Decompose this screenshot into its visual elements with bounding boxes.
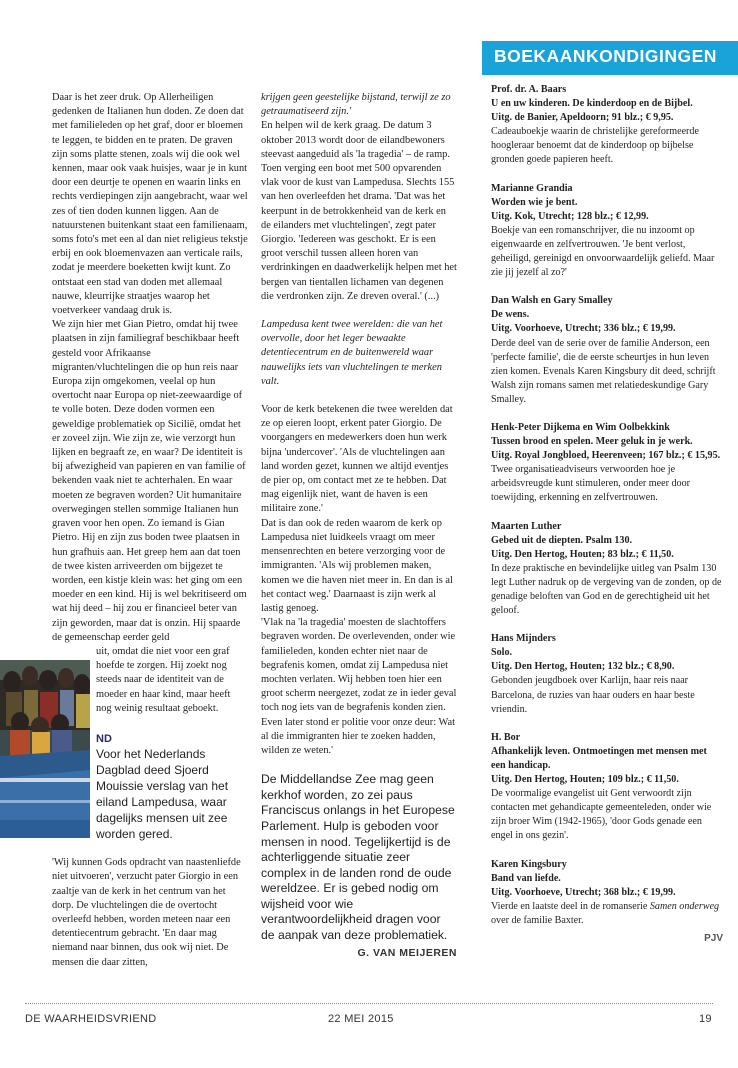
- article-column-1: [52, 91, 248, 970]
- book-author: H. Bor: [491, 731, 521, 743]
- article-paragraph: En helpen wil de kerk graag. De datum 3 oktober 2013 wordt door de eilandbewoners steevast aangeduid als 'la tragedia' – de ramp. Toen verging een boot met 500 opvarenden vlak voor de kust van Lampedusa. Slechts 155 van hen overleefden het drama. 'Dat was het keerpunt in de betrokkenheid van de kerk en de eilanders met vluchtelingen', zegt pater Giorgio. 'Iedereen was geschokt. Er is een groot verschil tussen alleen horen van verdrinkingen en daadwerkelijk helpen met het bergen van tientallen lichamen van degenen die verdronken zijn. Ze dreven overal.' (...): [261, 120, 457, 302]
- article-paragraph: 'Vlak na 'la tragedia' moesten de slachtoffers begraven worden. De overlevenden, onder wie familieleden, konden echter niet naar de begrafenis komen, omdat zij Lampedusa niet mochten verlaten. Wij hebben toen hier een groot scherm neergezet, zodat ze in ieder geval toch nog iets van de begrafenis konden zien. Even later stond er politie voor onze deur: Wat al die immigranten hier te zoeken hadden, wilden ze weten.': [261, 617, 457, 756]
- article-paragraph: Lampedusa kent twee werelden: die van het overvolle, door het leger bewaakte detentiecentrum en de buitenwereld waar nauwelijks iets van vluchtelingen te merken valt.: [261, 319, 443, 387]
- book-title: Worden wie je bent.: [491, 196, 578, 208]
- footer-page-number: 19: [699, 1013, 712, 1025]
- book-description: Twee organisatieadviseurs verwoorden hoe je arbeidsvreugde kunt stimuleren, onder meer door toewijding, erkenning en zelfvertrouwen.: [491, 464, 691, 504]
- article-paragraph: Daar is het zeer druk. Op Allerheiligen gedenken de Italianen hun doden. Ze doen dat met familieleden op het graf, door er bloemen te leggen, te bidden en te praten. De graven zijn soms platte stenen, zoals wij die ook wel kennen, maar ook vaak huisjes, waar je in kunt door een deurtje te openen en waarin links en rechts verdiepingen zijn aangebracht, waar wel zes of tien doden kunnen liggen. Aan de natuurstenen buitenkant staat een familienaam, soms foto's met een al dan niet religieus tekstje erbij en ook bloemenvazen aan verticale rails, zodat je meerdere boeketten kwijt kunt. Zo ontstaat een stad van doden met allemaal nauwe, kleurrijke straatjes waarop het voetverkeer vandaag druk is.: [52, 92, 248, 317]
- article-paragraph: Voor de kerk betekenen die twee werelden dat ze op eieren loopt, erkent pater Giorgio. De voorgangers en medewerkers doen hun werk bijna 'undercover'. 'Als de vluchtelingen aan land worden gezet, kunnen we altijd eventjes de pier op, om contact met ze te hebben. Dat mag eigenlijk niet, want de haven is een militaire zone.': [261, 404, 453, 515]
- book-title: Afhankelijk leven. Ontmoetingen met mensen met een handicap.: [491, 745, 707, 771]
- footer-date: 22 MEI 2015: [328, 1013, 394, 1025]
- article-conclusion: De Middellandse Zee mag geen kerkhof worden, zo zei paus Franciscus onlangs in het Europese Parlement. Hulp is geboden voor mensen in nood. Tegelijkertijd is de achterliggende situatie zeer complex in de landen rond de oude wereldzee. Er is gebed nodig om wijsheid voor wie verantwoordelijkheid dragen voor de aanpak van deze problematiek.: [261, 772, 455, 943]
- nd-credit: Voor het Nederlands Dagblad deed Sjoerd Mouissie verslag van het eiland Lampedusa, waar dagelijks mensen uit zee worden gered.: [96, 747, 229, 842]
- book-entry: [491, 632, 723, 717]
- book-publisher: Uitg. Den Hertog, Houten; 132 blz.; € 8,90.: [491, 661, 675, 673]
- book-title: Gebed uit de diepten. Psalm 130.: [491, 534, 633, 546]
- book-publisher: Uitg. Voorhoeve, Utrecht; 368 blz.; € 19,99.: [491, 886, 676, 898]
- book-entry: [491, 858, 723, 928]
- book-description: Boekje van een romanschrijver, die nu inzoomt op eigenwaarde en zelfvertrouwen. 'Je bent verlost, geheiligd, gereinigd en onvoorwaardelijk geliefd. Maar zie jij jezelf al zo?': [491, 224, 715, 279]
- book-author: Marianne Grandia: [491, 182, 573, 194]
- article-paragraph-indented: uit, omdat die niet voor een graf hoefde te zorgen. Hij zoekt nog steeds naar de identiteit van de moeder en haar kind, maar heeft nog weinig resultaat geboekt.: [96, 645, 231, 714]
- article-paragraph: 'Wij kunnen Gods opdracht van naastenliefde niet uitvoeren', verzucht pater Giorgio in een zaaltje van de kerk in het centrum van het dorp. De vluchtelingen die de overtocht overleefd hebben, worden meteen naar een detentiecentrum gebracht. 'En daar mag niemand naar binnen, dus ook wij niet. De mensen die daar zitten,: [52, 857, 241, 968]
- book-entry: [491, 520, 723, 619]
- nd-label: ND: [96, 732, 112, 745]
- book-description: Gebonden jeugdboek over Karlijn, haar reis naar Barcelona, de ruzies van haar ouders en haar beste vriendin.: [491, 675, 695, 715]
- book-title: Solo.: [491, 647, 513, 659]
- book-title: Tussen brood en spelen. Meer geluk in je werk.: [491, 436, 693, 448]
- footer-publication: DE WAARHEIDSVRIEND: [25, 1013, 157, 1025]
- book-author: Dan Walsh en Gary Smalley: [491, 295, 613, 307]
- book-description: In deze praktische en bevindelijke uitleg van Psalm 130 legt Luther nadruk op de vergeving van de zonden, op de genadige beloften van God en de gerechtigheid uit het geloof.: [491, 562, 722, 617]
- book-title: U en uw kinderen. De kinderdoop en de Bijbel.: [491, 98, 693, 110]
- section-header-bar: [482, 41, 738, 75]
- book-description: Cadeauboekje waarin de christelijke gereformeerde hoogleraar benoemt dat de kinderdoop op bijbelse gronden goede papieren heeft.: [491, 126, 699, 166]
- books-signature: PJV: [704, 932, 723, 944]
- book-author: Karen Kingsbury: [491, 858, 567, 870]
- book-announcements: [491, 83, 723, 946]
- book-author: Hans Mijnders: [491, 633, 556, 645]
- book-title: De wens.: [491, 309, 530, 321]
- book-description: Vierde en laatste deel in de romanserie Samen onderweg over de familie Baxter.: [491, 900, 720, 926]
- book-publisher: Uitg. de Banier, Apeldoorn; 91 blz.; € 9,95.: [491, 112, 674, 124]
- section-header-title: BOEKAANKONDIGINGEN: [494, 46, 717, 66]
- article-paragraph: We zijn hier met Gian Pietro, omdat hij twee plaatsen in zijn familiegraf beschikbaar heeft gesteld voor Afrikaanse migranten/vluchtelingen die op hun reis naar Europa zijn omgekomen, veelal op hun overtocht naar Europa op niet-zeewaardige of te volle boten. Deze doden vormen een geweldige problematiek op Sicilië, omdat het er zoveel zijn. Wie zijn ze, wie verzorgt hun lijken en begraaft ze, en waar? De identiteit is bij afwezigheid van papieren en van familie of bekenden vaak niet te achterhalen. En waar moeten ze begraven worden? Uit humanitaire overwegingen stellen sommige Italianen hun graven voor hen open. Zo iemand is Gian Pietro. Hij en zijn zus boden twee plaatsen in hun grafhuis aan. Het greep hem aan dat toen de twee kisten arriveerden om bijgezet te worden, een kistje klein was: het ging om een moeder en een kind. Hij is wel bekritiseerd om wat hij deed – hij zou er financieel beter van zijn geworden, maar dat is onzin. Hij spaarde de gemeenschap eerder geld: [52, 319, 247, 643]
- article-paragraph: Dat is dan ook de reden waarom de kerk op Lampedusa niet luidkeels vraagt om meer mensenrechten en betere verzorging voor de immigranten. 'Als wij problemen maken, komen we die haven niet meer in. En dan is al het contact weg.' Daarnaast is zijn werk al lastig genoeg.: [261, 517, 453, 614]
- book-author: Maarten Luther: [491, 520, 562, 532]
- article-signature: G. VAN MEIJEREN: [357, 946, 457, 959]
- book-publisher: Uitg. Den Hertog, Houten; 109 blz.; € 11,50.: [491, 774, 679, 786]
- book-publisher: Uitg. Kok, Utrecht; 128 blz.; € 12,99.: [491, 210, 649, 222]
- book-publisher: Uitg. Den Hertog, Houten; 83 blz.; € 11,50.: [491, 548, 674, 560]
- book-publisher: Uitg. Voorhoeve, Utrecht; 336 blz.; € 19,99.: [491, 323, 676, 335]
- book-author: Prof. dr. A. Baars: [491, 84, 567, 95]
- article-quote: krijgen geen geestelijke bijstand, terwijl ze zo getraumatiseerd zijn.': [261, 92, 451, 118]
- book-entry: [491, 421, 723, 506]
- book-author: Henk-Peter Dijkema en Wim Oolbekkink: [491, 421, 670, 433]
- article-column-2: [261, 91, 457, 960]
- book-description: Derde deel van de serie over de familie Anderson, een 'perfecte familie', die de eerste scheurtjes in hun leven zien komen. Evenals Karen Kingsbury dit deed, schrijft Walsh zijn romans samen met relatiedeskundige Gary Smalley.: [491, 337, 716, 405]
- footer-divider: [25, 1003, 713, 1004]
- book-title: Band van liefde.: [491, 872, 561, 884]
- book-entry: [491, 731, 723, 844]
- book-description: De voormalige evangelist uit Gent verwoordt zijn contacten met gehandicapte gemeenteleden, onder wie zijn broer Wim (1942-1965), 'door Gods genade een engel in ons gezin'.: [491, 788, 712, 842]
- series-title: Samen onderweg: [649, 900, 720, 912]
- book-entry: [491, 294, 723, 407]
- book-publisher: Uitg. Royal Jongbloed, Heerenveen; 167 blz.; € 15,95.: [491, 450, 721, 462]
- book-entry: [491, 182, 723, 281]
- book-entry: [491, 83, 723, 168]
